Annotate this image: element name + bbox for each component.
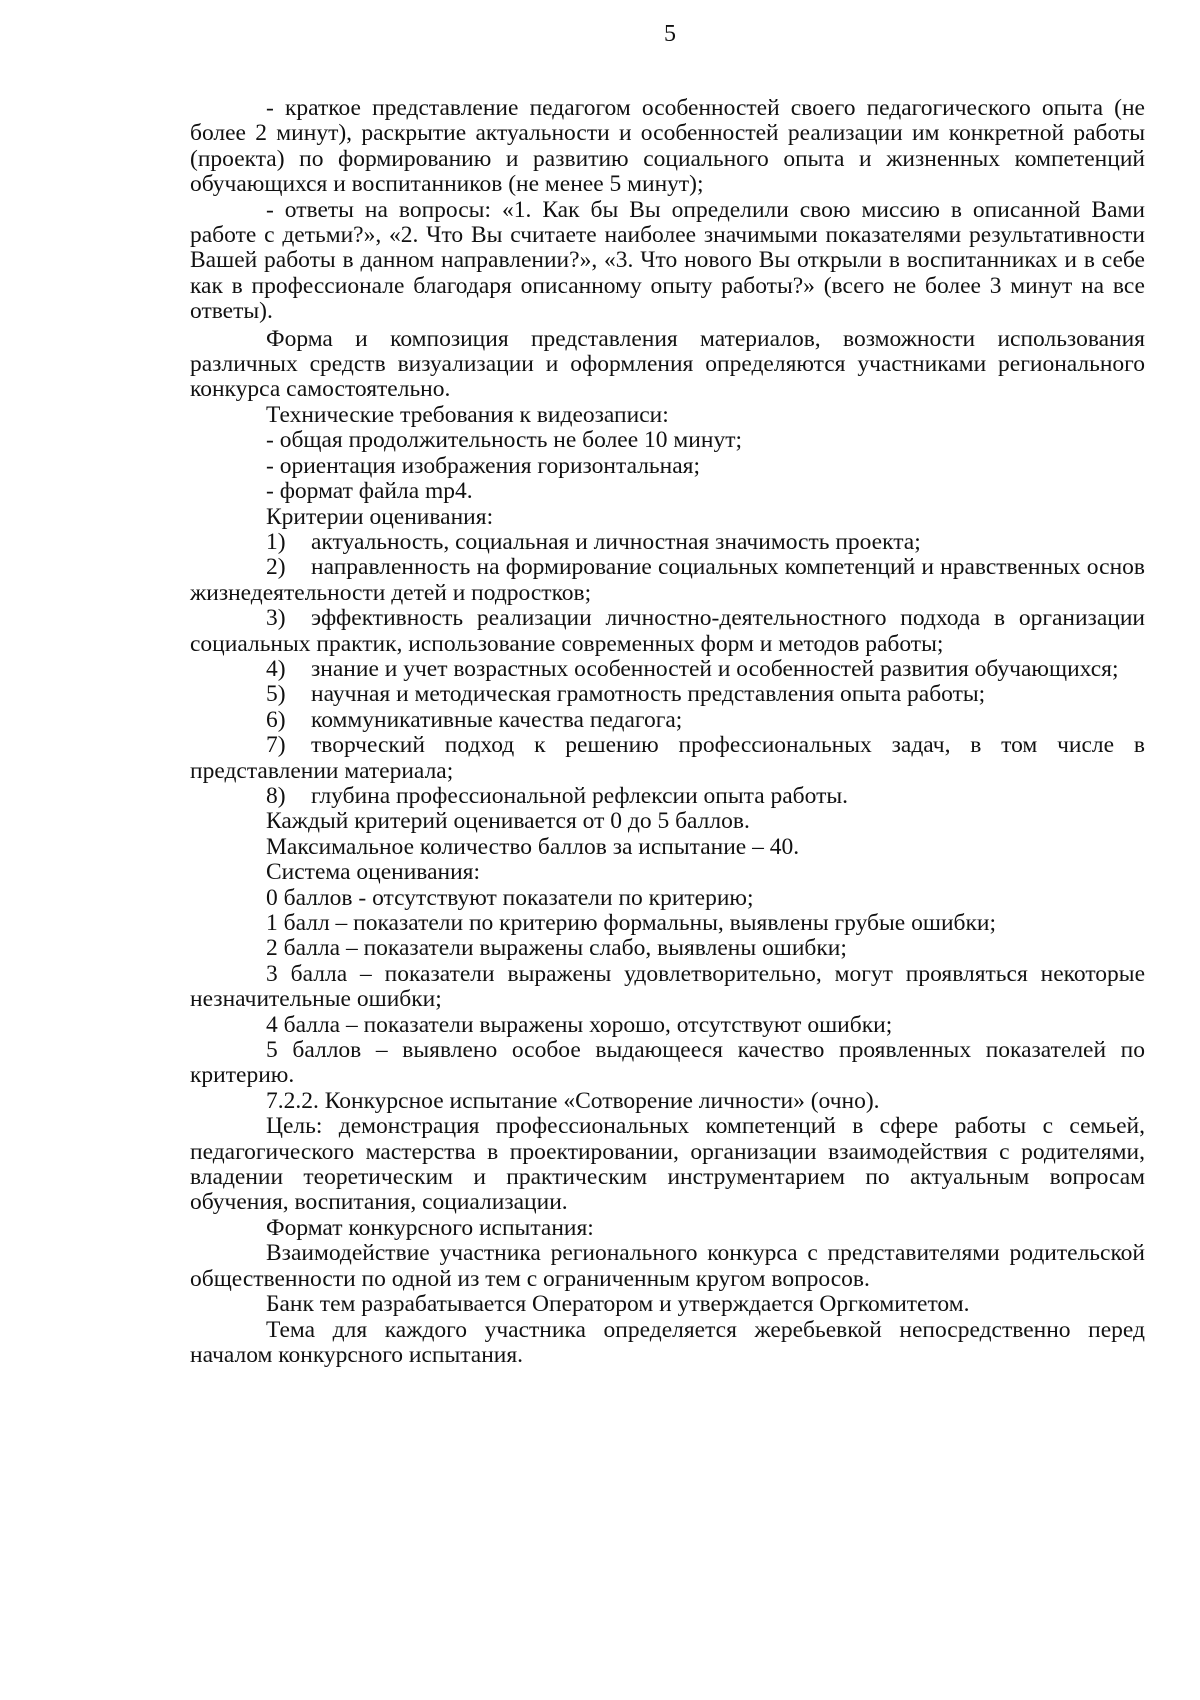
criterion-text: актуальность, социальная и личностная значимость проекта; <box>311 528 921 555</box>
criterion-item <box>190 708 1145 733</box>
system-item: 0 баллов - отсутствуют показатели по критерию; <box>266 884 754 911</box>
system-item: 5 баллов – выявлено особое выдающееся качество проявленных показателей по критерию. <box>190 1037 1145 1089</box>
criterion-number: 8) <box>266 782 286 809</box>
criterion-number: 3) <box>266 605 286 632</box>
tech-item: - формат файла mp4. <box>266 478 473 505</box>
goal-paragraph: Цель: демонстрация профессиональных компетенций в сфере работы с семьей, педагогического мастерства в проектировании, организации взаимодействия с родителями, владении теоретическим и практическим инструментарием по актуальным вопросам обучения, воспитания, социализации. <box>190 1113 1145 1216</box>
criterion-item <box>190 733 1145 784</box>
criterion-number: 7) <box>266 732 286 759</box>
criterion-item <box>190 606 1145 657</box>
criterion-text: коммуникативные качества педагога; <box>311 706 683 733</box>
criterion-text: творческий подход к решению профессиональных задач, в том числе в представлении материала; <box>190 732 1145 784</box>
system-item: 3 балла – показатели выражены удовлетворительно, могут проявляться некоторые незначительные ошибки; <box>190 960 1145 1013</box>
score-max: Максимальное количество баллов за испытание – 40. <box>266 833 800 860</box>
format-paragraph: Взаимодействие участника регионального конкурса с представителями родительской общественности по одной из тем с ограниченным кругом вопросов. <box>190 1240 1145 1292</box>
criterion-number: 2) <box>266 554 286 581</box>
criterion-item <box>190 784 1145 809</box>
criterion-number: 5) <box>266 681 286 708</box>
criterion-text: эффективность реализации личностно-деятельностного подхода в организации социальных практик, использование современных форм и методов работы; <box>190 605 1145 657</box>
criterion-item <box>190 555 1145 606</box>
section-heading-7-2-2: 7.2.2. Конкурсное испытание «Сотворение личности» (очно). <box>266 1087 880 1114</box>
format-title: Формат конкурсного испытания: <box>266 1214 594 1241</box>
criteria-title: Критерии оценивания: <box>266 503 494 530</box>
criterion-item <box>190 682 1145 707</box>
criterion-text: направленность на формирование социальных компетенций и нравственных основ жизнедеятельности детей и подростков; <box>190 554 1145 606</box>
bank-paragraph: Банк тем разрабатывается Оператором и утверждается Оргкомитетом. <box>266 1291 970 1318</box>
criterion-number: 1) <box>266 528 286 555</box>
page-number: 5 <box>664 21 676 47</box>
tech-requirements-title: Технические требования к видеозаписи: <box>266 401 669 428</box>
criterion-item <box>190 530 1145 555</box>
criterion-number: 6) <box>266 706 286 733</box>
criterion-number: 4) <box>266 655 286 682</box>
criterion-text: глубина профессиональной рефлексии опыта работы. <box>311 782 849 809</box>
tech-item: - ориентация изображения горизонтальная; <box>266 452 700 479</box>
paragraph-brief-presentation: - краткое представление педагогом особенностей своего педагогического опыта (не более 2 минут), раскрытие актуальности и особенностей реализации им конкретной работы (проекта) по формированию и развитию социального опыта и жизненных компетенций обучающихся и воспитанников (не менее 5 минут); <box>190 95 1145 198</box>
criterion-text: научная и методическая грамотность представления опыта работы; <box>311 681 986 708</box>
score-each-criterion: Каждый критерий оценивается от 0 до 5 баллов. <box>266 808 750 835</box>
system-item: 2 балла – показатели выражены слабо, выявлены ошибки; <box>266 935 847 962</box>
document-body <box>190 96 1145 1368</box>
criterion-item <box>190 657 1145 682</box>
theme-paragraph: Тема для каждого участника определяется жеребьевкой непосредственно перед началом конкурсного испытания. <box>190 1316 1145 1368</box>
criterion-text: знание и учет возрастных особенностей и особенностей развития обучающихся; <box>311 655 1119 682</box>
tech-item: - общая продолжительность не более 10 минут; <box>266 427 742 454</box>
paragraph-answers: - ответы на вопросы: «1. Как бы Вы определили свою миссию в описанной Вами работе с детьми?», «2. Что Вы считаете наиболее значимыми показателями результативности Вашей работы в данном направлении?», «3. Что нового Вы открыли в воспитанниках и в себе как в профессионале благодаря описанному опыту работы?» (всего не более 3 минут на все ответы). <box>190 196 1145 325</box>
system-item: 1 балл – показатели по критерию формальны, выявлены грубые ошибки; <box>266 910 997 936</box>
system-title: Система оценивания: <box>266 859 481 886</box>
system-item: 4 балла – показатели выражены хорошо, отсутствуют ошибки; <box>266 1011 893 1038</box>
paragraph-form-composition: Форма и композиция представления материалов, возможности использования различных средств визуализации и оформления определяются участниками регионального конкурса самостоятельно. <box>190 325 1145 403</box>
